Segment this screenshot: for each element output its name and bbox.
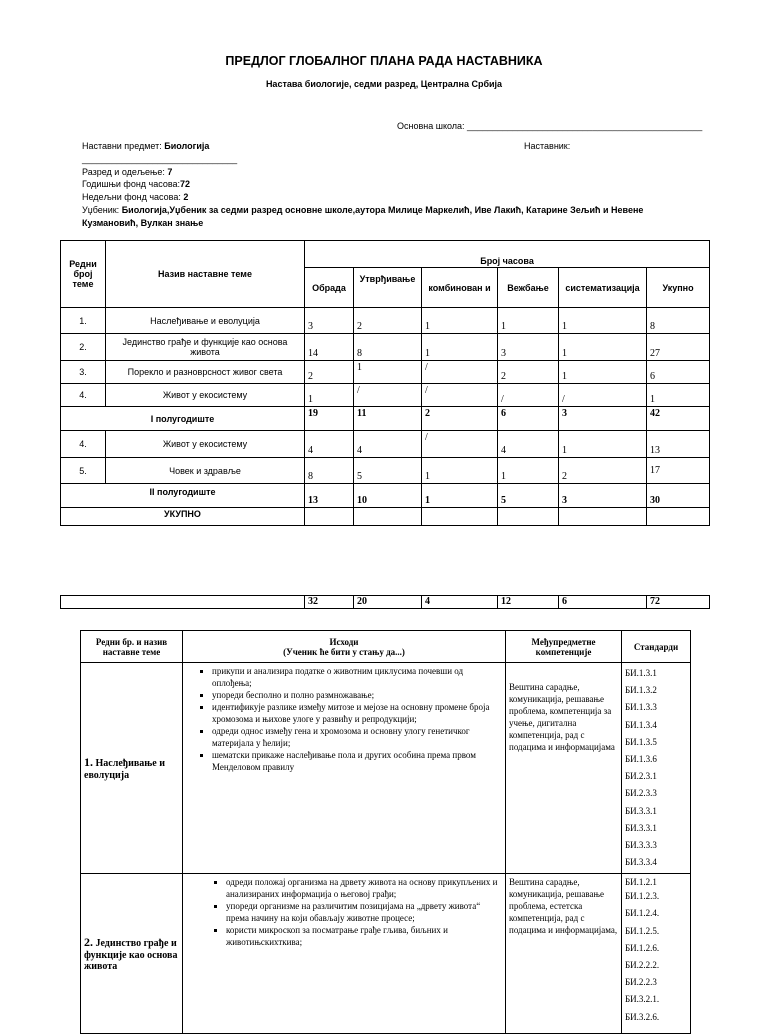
table-row	[61, 308, 710, 334]
header-outcomes	[183, 631, 506, 663]
list-item: ▪ прикупи и анализира податке о животним циклусима почевши од оплођења;	[212, 665, 502, 689]
table-row	[61, 334, 710, 361]
cell: 1	[422, 458, 498, 484]
cell: 1	[422, 308, 498, 334]
teacher-underline: _______________________________	[82, 154, 238, 164]
cell: 27	[647, 334, 710, 361]
standard-item: БИ.3.3.4	[625, 857, 657, 868]
page-subtitle: Настава биологије, седми разред, Централна Србија	[265, 79, 503, 89]
subject-value: Биологија	[164, 141, 210, 151]
grade-value: 7	[167, 167, 173, 177]
header-outcomes-sub: (Ученик ће бити у стању да...)	[283, 646, 405, 657]
standard-item: БИ.1.3.1	[625, 668, 657, 678]
cell: 1	[422, 334, 498, 361]
grade-line	[82, 167, 172, 177]
table-row	[81, 663, 691, 874]
total-label: УКУПНО	[61, 508, 305, 526]
cell: 1	[305, 384, 354, 407]
annual-line	[82, 179, 190, 189]
list-item: ▪ користи микроскоп за посматрање грађе гљива, биљних и животињскихткива;	[226, 924, 502, 948]
cell: /	[498, 384, 559, 407]
standard-item: БИ.1.3.4	[625, 719, 657, 730]
cell: 1	[647, 384, 710, 407]
cell: 1	[559, 308, 647, 334]
cell: 72	[647, 596, 710, 609]
row-topic: Живот у екосистему	[106, 431, 305, 458]
cell: 1	[354, 361, 422, 384]
row-number: 5.	[61, 458, 106, 484]
outcomes-cell	[183, 663, 506, 874]
header-topic-name: Назив наставне теме	[106, 241, 305, 308]
standard-item: БИ.1.2.4.	[625, 908, 660, 919]
semester-row	[61, 407, 710, 431]
standard-item: БИ.1.3.2	[625, 685, 657, 696]
table-row	[61, 431, 710, 458]
standard-item: БИ.2.3.1	[625, 771, 657, 782]
table-row	[61, 384, 710, 407]
row-topic: Наслеђивање и еволуција	[106, 308, 305, 334]
standard-item: БИ.3.3.1	[625, 822, 657, 833]
cell: 2	[305, 361, 354, 384]
col-header: Вежбање	[498, 268, 559, 308]
row-number: 1.	[61, 308, 106, 334]
cell: 1	[559, 431, 647, 458]
cell: 3	[559, 407, 647, 431]
cell: 13	[305, 484, 354, 508]
row-number: 3.	[61, 361, 106, 384]
topic-number: 2.	[84, 935, 93, 950]
cell: /	[422, 384, 498, 407]
standard-item: БИ.2.3.3	[625, 788, 657, 799]
cell: 3	[498, 334, 559, 361]
cell: 1	[559, 361, 647, 384]
standard-item: БИ.2.2.2.	[625, 960, 660, 970]
standard-item: БИ.1.2.1	[625, 877, 657, 888]
cell: 11	[354, 407, 422, 431]
col-header: Укупно	[647, 268, 710, 308]
row-topic: Човек и здравље	[106, 458, 305, 484]
cell: 20	[354, 596, 422, 609]
cell: 4	[422, 596, 498, 609]
table-row	[61, 458, 710, 484]
topic-number: 1.	[84, 755, 93, 770]
cell	[559, 508, 647, 526]
cell: 5	[498, 484, 559, 508]
grade-label: Разред и одељење:	[82, 167, 165, 177]
list-item: ▪ шематски прикаже наслеђивање пола и других особина према првом Менделовом правилу	[212, 749, 502, 773]
row-number: 4.	[61, 431, 106, 458]
cell: 4	[305, 431, 354, 458]
cell: 4	[354, 431, 422, 458]
weekly-line	[82, 192, 188, 202]
subject-line	[82, 141, 209, 151]
header-number: Редни број теме	[61, 241, 106, 308]
topic-name: Јединство грађе и функције као основа живота	[84, 938, 178, 973]
row-topic: Порекло и разноврсност живог света	[106, 361, 305, 384]
outcomes-table	[80, 630, 691, 1034]
cell: 1	[498, 458, 559, 484]
list-item: ▪ упореди организме на различитим позицијама на „дрвету живота“ према начину на који обављају животне процесе;	[226, 900, 502, 924]
plan-table	[60, 240, 710, 526]
col-header: Утврђивање	[354, 268, 422, 308]
textbook-line	[82, 204, 682, 229]
standard-item: БИ.3.3.1	[625, 805, 657, 816]
standard-item: БИ.3.2.6.	[625, 1011, 660, 1022]
list-item: ▪ одреди однос између гена и хромозома и основну улогу генетичког материјала у ћелији;	[212, 725, 502, 749]
list-item: ▪ одреди положај организма на дрвету живота на основу прикупљених и анализираних информација о његовој грађи;	[226, 876, 502, 900]
header-topic: Редни бр. и назив наставне теме	[81, 631, 183, 663]
outcomes-list	[186, 665, 502, 773]
teacher-label: Наставник:	[524, 141, 571, 151]
list-item: ▪ упореди бесполно и полно размножавање;	[212, 689, 502, 701]
col-header: систематизација	[559, 268, 647, 308]
annual-label: Годишњи фонд часова:	[82, 179, 181, 189]
cell: 6	[498, 407, 559, 431]
cell: 12	[498, 596, 559, 609]
header-standards: Стандарди	[622, 631, 691, 663]
outcomes-cell	[183, 874, 506, 1034]
competences-cell: Вештина сарадње, комуникација, решавање проблема, компетенција за учење, дигитална компетенција, рад с подацима и информацијама	[506, 663, 622, 874]
topic-cell	[81, 874, 183, 1034]
cell: 2	[559, 458, 647, 484]
outcomes-list	[186, 876, 502, 948]
cell: 6	[647, 361, 710, 384]
cell	[305, 508, 354, 526]
table-row	[81, 874, 691, 1034]
col-header: Обрада	[305, 268, 354, 308]
cell: 4	[498, 431, 559, 458]
cell: /	[422, 361, 498, 384]
header-competences: Међупредметне компетенције	[506, 631, 622, 663]
subject-label: Наставни предмет:	[82, 141, 162, 151]
topic-cell	[81, 663, 183, 874]
cell: 3	[559, 484, 647, 508]
cell: 8	[354, 334, 422, 361]
cell: /	[354, 384, 422, 407]
totals-row	[61, 596, 710, 609]
total-row	[61, 508, 710, 526]
standards-cell	[622, 663, 691, 874]
standard-item: БИ.3.2.1.	[625, 994, 660, 1005]
cell: 32	[305, 596, 354, 609]
row-number: 2.	[61, 334, 106, 361]
cell: 3	[305, 308, 354, 334]
cell	[61, 596, 305, 609]
cell: 10	[354, 484, 422, 508]
standards-cell	[622, 874, 691, 1034]
standard-item: БИ.1.3.6	[625, 753, 657, 764]
semester-2-label: II полугодиште	[61, 484, 305, 508]
cell	[498, 508, 559, 526]
topic-name: Наслеђивање и еволуција	[84, 758, 165, 782]
cell: 42	[647, 407, 710, 431]
cell: 2	[354, 308, 422, 334]
competences-cell: Вештина сарадње, комуникација, решавање проблема, естетска компетенција, рад с подацима и информацијама,	[506, 874, 622, 1034]
weekly-value: 2	[183, 192, 189, 202]
weekly-label: Недељни фонд часова:	[82, 192, 181, 202]
header-outcomes-title: Исходи	[329, 636, 359, 647]
cell: 17	[647, 458, 710, 484]
page-title: ПРЕДЛОГ ГЛОБАЛНОГ ПЛАНА РАДА НАСТАВНИКА	[225, 54, 543, 68]
standard-item: БИ.1.2.5.	[625, 925, 660, 936]
cell: /	[559, 384, 647, 407]
list-item: ▪ идентификује разлике између митозе и мејозе на основну промене броја хромозома и њихове улоге у развићу и репродукцији;	[212, 701, 502, 725]
standard-item: БИ.2.2.3	[625, 977, 657, 988]
annual-value: 72	[180, 179, 191, 189]
cell: /	[422, 431, 498, 458]
standard-item: БИ.1.2.3.	[625, 891, 660, 902]
cell: 6	[559, 596, 647, 609]
row-topic: Живот у екосистему	[106, 384, 305, 407]
standard-item: БИ.3.3.3	[625, 839, 657, 850]
cell	[422, 508, 498, 526]
cell: 8	[305, 458, 354, 484]
textbook-label: Уџбеник:	[82, 205, 120, 215]
cell: 1	[559, 334, 647, 361]
row-number: 4.	[61, 384, 106, 407]
standard-item: БИ.1.3.3	[625, 702, 657, 713]
cell: 19	[305, 407, 354, 431]
standard-item: БИ.1.3.5	[625, 736, 657, 747]
header-hours: Број часова	[305, 241, 710, 268]
table-row	[61, 361, 710, 384]
col-header: комбинован и	[422, 268, 498, 308]
cell: 5	[354, 458, 422, 484]
semester-row	[61, 484, 710, 508]
cell: 2	[422, 407, 498, 431]
cell: 2	[498, 361, 559, 384]
totals-table	[60, 595, 710, 609]
cell: 1	[498, 308, 559, 334]
cell: 30	[647, 484, 710, 508]
school-line: Основна школа: _______________________________________________	[397, 121, 703, 131]
textbook-value: Биологија,Уџбеник за седми разред основне школе,аутора Милице Маркелић, Иве Лакић, Катарине Зељић и Невене Кузмановић, Вулкан знање	[82, 205, 644, 228]
cell	[354, 508, 422, 526]
cell	[647, 508, 710, 526]
standard-item: БИ.1.2.6.	[625, 942, 660, 953]
cell: 1	[422, 484, 498, 508]
semester-1-label: I полугодиште	[61, 407, 305, 431]
cell: 13	[647, 431, 710, 458]
cell: 8	[647, 308, 710, 334]
cell: 14	[305, 334, 354, 361]
row-topic: Јединство грађе и функције као основа живота	[106, 334, 305, 361]
